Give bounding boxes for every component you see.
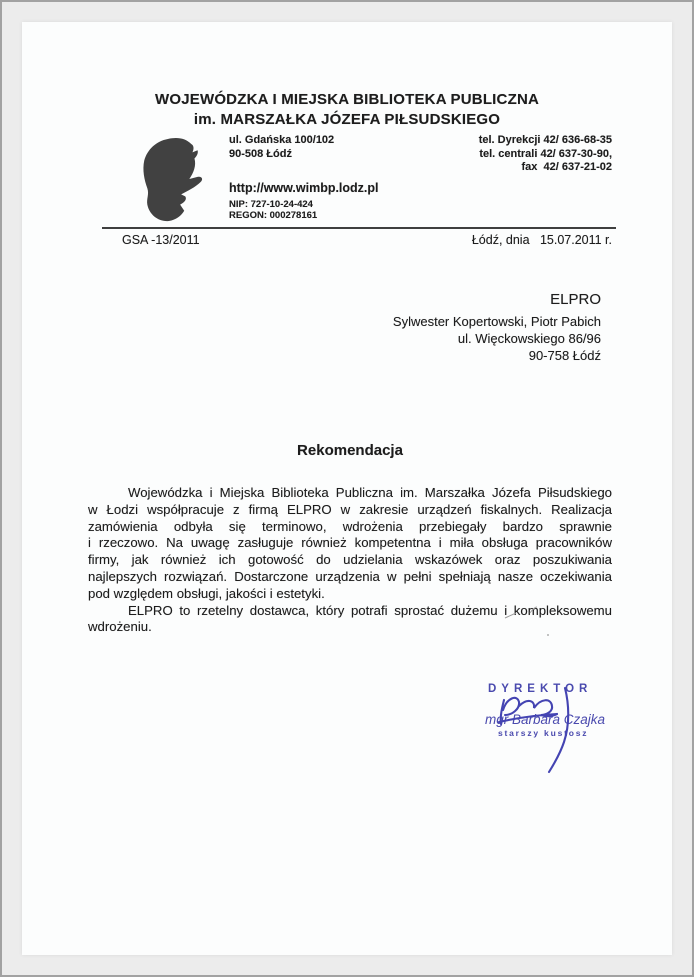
body-line: w Łodzi współpracuje z firmą ELPRO w zakresie urządzeń fiskalnych. Realizacja bbox=[88, 501, 612, 517]
reference-row bbox=[122, 233, 612, 247]
letterhead-divider bbox=[102, 227, 616, 229]
body-line: zamówienia odbyła się terminowo, wdrożenia przebiegały bardzo sprawnie bbox=[88, 518, 612, 534]
letter-title: Rekomendacja bbox=[297, 442, 403, 459]
recipient-persons: Sylwester Kopertowski, Piotr Pabich bbox=[392, 314, 601, 329]
reference-number: GSA -13/2011 bbox=[122, 233, 200, 247]
library-name-line2: im. MARSZAŁKA JÓZEFA PIŁSUDSKIEGO bbox=[193, 111, 501, 128]
body-line: najlepszych rozwiązań. Dostarczone urządzenia w pełni spełniają nasze oczekiwania bbox=[88, 568, 612, 584]
phone-central: tel. centrali 42/ 637-30-90, bbox=[479, 147, 612, 160]
pilsudski-silhouette-icon bbox=[134, 134, 216, 226]
fax-number: fax 42/ 637-21-02 bbox=[521, 161, 612, 173]
body-line: ELPRO to rzetelny dostawca, który potrafi sprostać dużemu i kompleksowemu bbox=[128, 602, 612, 618]
nip-number: NIP: 727-10-24-424 bbox=[229, 199, 313, 210]
body-line: pod względem obsługi, jakości i estetyki. bbox=[88, 585, 325, 601]
letter-page bbox=[22, 22, 672, 955]
regon-number: REGON: 000278161 bbox=[229, 210, 318, 221]
letterhead-address bbox=[229, 134, 334, 161]
letterhead-contacts bbox=[479, 134, 612, 175]
address-city: 90-508 Łódź bbox=[229, 147, 292, 160]
recipient-city: 90-758 Łódź bbox=[528, 348, 601, 363]
director-title-stamp: DYREKTOR bbox=[488, 683, 593, 695]
phone-direction: tel. Dyrekcji 42/ 636-68-35 bbox=[478, 134, 612, 146]
stray-pencil-marks bbox=[492, 602, 572, 647]
website-url: http://www.wimbp.lodz.pl bbox=[229, 181, 379, 195]
signer-name-stamp: mgr Barbara Czajka bbox=[485, 712, 606, 727]
library-name-line1: WOJEWÓDZKA I MIEJSKA BIBLIOTEKA PUBLICZNA bbox=[154, 91, 540, 108]
body-line: wdrożeniu. bbox=[88, 619, 152, 635]
recipient-street: ul. Więckowskiego 86/96 bbox=[457, 331, 601, 346]
handwritten-signature bbox=[477, 684, 607, 779]
place-and-date: Łódź, dnia 15.07.2011 r. bbox=[471, 233, 612, 247]
signer-position-stamp: starszy kustosz bbox=[498, 728, 589, 738]
body-line: Wojewódzka i Miejska Biblioteka Publiczna im. Marszałka Józefa Piłsudskiego bbox=[128, 485, 612, 500]
letterhead-title bbox=[22, 90, 672, 130]
recipient-block bbox=[393, 291, 601, 364]
letterhead-registry bbox=[229, 181, 379, 221]
body-line: i rzeczowo. Na uwagę zasługuje również kompetentna i miła obsługa pracowników bbox=[88, 535, 612, 551]
body-line: firmy, jak również ich gotowość do udzielania wskazówek oraz poszukiwania bbox=[88, 552, 612, 568]
recipient-company: ELPRO bbox=[550, 291, 601, 308]
address-street: ul. Gdańska 100/102 bbox=[229, 134, 335, 146]
